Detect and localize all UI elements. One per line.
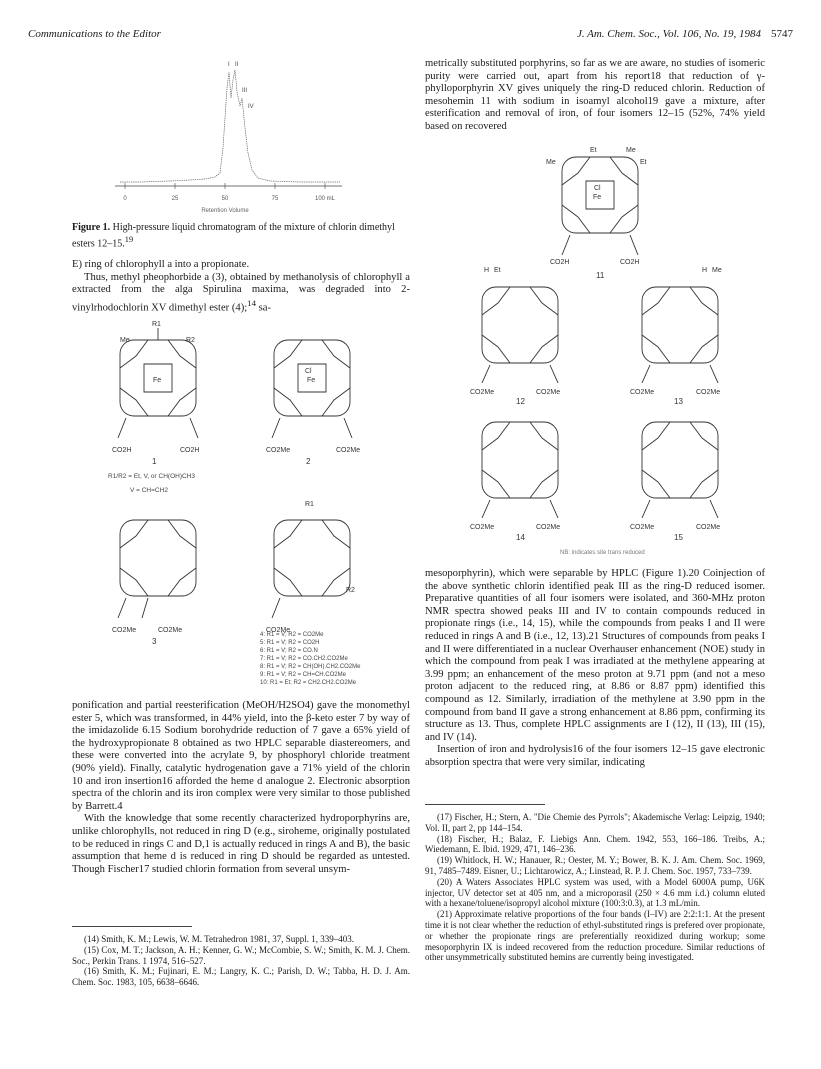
compound-list-item: 5: R1 = V; R2 = CO2H xyxy=(260,640,320,646)
compound-list-item: 4: R1 = V; R2 = CO2Me xyxy=(260,632,324,638)
svg-text:R1: R1 xyxy=(305,501,314,508)
paragraph: ponification and partial reesterification (MeOH/H2SO4) gave the monomethyl ester 5, which was transformed, in 44% yield, into the β-keto ester 7 by way of the imidazolide 6.15 Sodium borohydride reduction of 7 gave a 65% yield of the hydroxypropionate 8 obtained as two HPLC separable diastereomers, and these were converted into the acrylate 9, by phosphoryl chloride treatment (90% yield). Finally, catalytic hydrogenation gave a 71% yield of the chlorin 10 and iron insertion16 afforded the heme d analogue 2. Electronic absorption spectra of the chlorin and its iron complex were very similar to those published by Barrett.4 xyxy=(72,700,410,812)
svg-text:CO2Me: CO2Me xyxy=(630,524,655,531)
structure-14-label: 14 xyxy=(516,533,525,542)
svg-text:Me: Me xyxy=(546,159,556,166)
svg-text:CO2H: CO2H xyxy=(620,259,640,266)
svg-text:Me: Me xyxy=(626,147,636,154)
svg-text:CO2Me: CO2Me xyxy=(266,627,291,634)
journal-citation: J. Am. Chem. Soc., Vol. 106, No. 19, 1984 xyxy=(576,28,761,40)
svg-text:H: H xyxy=(484,267,490,274)
structure-1-note: R1/R2 = Et, V, or CH(OH)CH3 xyxy=(108,473,195,480)
svg-text:CO2Me: CO2Me xyxy=(470,524,495,531)
svg-text:H: H xyxy=(702,267,708,274)
paragraph: Insertion of iron and hydrolysis16 of the four isomers 12–15 gave electronic absorption spectra that were very similar, indicating xyxy=(425,744,765,768)
compound-list-item: 9: R1 = V; R2 = CH=CH.CO2Me xyxy=(260,672,346,678)
svg-text:R1: R1 xyxy=(152,321,161,328)
caption-ref: 19 xyxy=(124,235,134,244)
right-column-top xyxy=(425,58,765,134)
compound-list-item: 10: R1 = Et; R2 = CH2.CH2.CO2Me xyxy=(260,680,357,686)
peak-label-III: III xyxy=(242,88,248,94)
peak-label-IV: IV xyxy=(248,104,254,110)
svg-text:CO2Me: CO2Me xyxy=(266,447,291,454)
structure-12-label: 12 xyxy=(516,397,525,406)
structure-2-label: 2 xyxy=(306,457,311,466)
paragraph: mesoporphyrin), which were separable by HPLC (Figure 1).20 Coinjection of the above synthetic chlorin identified peak III as the ring-D reduced isomer. Preparative quantities of all four isomers were isolated, and 360-MHz proton NMR spectra showed peaks III and IV to contain compounds reduced in propionate rings (i.e., 14, 15), while the compounds from peaks I and II were reduced in rings A and B (i.e., 12, 13).21 Structures of compounds from peaks I and II were differentiated in a nuclear Overhauser enhancement (NOE) study in which the compound from peak I was irradiated at the methylene appearing at 3.99 ppm; an enhancement of the meso proton at 9.71 ppm (and not a meso proton adjacent to the reduced ring, at 8.86 or 8.87 ppm) identified this compound as 12. Similarly, irradiation of the methylene at 3.90 ppm in the compound from band II gave a strong enhancement at 8.86 ppm, confirming its structure as 13. Thus, complete HPLC assignments are I (12), II (13), III (15), and IV (14). xyxy=(425,568,765,743)
figure1-chromatogram xyxy=(80,58,400,218)
right-references xyxy=(425,812,765,963)
left-references xyxy=(72,934,410,988)
structure-11-label: 11 xyxy=(596,271,605,280)
x-tick-label: 100 mL xyxy=(314,196,336,202)
svg-text:CO2Me: CO2Me xyxy=(112,627,137,634)
left-structures-scheme xyxy=(100,318,400,698)
structure-1-note2: V = CH=CH2 xyxy=(130,487,168,494)
svg-text:CO2Me: CO2Me xyxy=(336,447,361,454)
right-column-bottom xyxy=(425,568,765,770)
svg-text:R2: R2 xyxy=(346,587,355,594)
svg-text:CO2Me: CO2Me xyxy=(696,389,721,396)
paragraph: With the knowledge that some recently characterized hydroporphyrins are, unlike chlorophylls, not reduced in ring D (e.g., siroheme, originally postulated to be reduced in rings C and D,1 is actually reduced in rings A and B), the basic assumption that heme d is reduced in ring D should be regarded as untested. Though Fischer17 studied chlorin formation from several unsym- xyxy=(72,813,410,875)
footnote-rule-left xyxy=(72,926,192,927)
reference: (20) A Waters Associates HPLC system was used, with a Model 6000A pump, U6K injector, UV detector set at 405 nm, and a microporasil (250 × 4.6 mm i.d.) column eluted with a hexane/toluene/isopropyl alcohol mixture (100:3:0.3), at 1.3 mL/min. xyxy=(425,876,765,909)
x-tick-label: 50 xyxy=(221,196,229,202)
svg-text:CO2Me: CO2Me xyxy=(470,389,495,396)
structure-13-label: 13 xyxy=(674,397,683,406)
svg-text:Cl: Cl xyxy=(305,368,312,375)
x-tick-label: 0 xyxy=(123,196,127,202)
svg-text:CO2Me: CO2Me xyxy=(630,389,655,396)
svg-text:Fe: Fe xyxy=(153,377,162,384)
reference: (15) Cox, M. T.; Jackson, A. H.; Kenner, G. W.; McCombie, S. W.; Smith, K. M. J. Chem. Soc., Perkin Trans. 1 1974, 516–527. xyxy=(72,944,410,966)
left-column-bottom xyxy=(72,700,410,876)
svg-text:Me: Me xyxy=(712,267,722,274)
x-axis-label: Retention Volume xyxy=(201,208,249,214)
reference: (21) Approximate relative proportions of the four bands (I–IV) are 2:2:1:1. At the present time it is not clear whether the reduction of ethyl-substituted rings is prefered over propionate, or whether the propionate rings are preferentially reoxidized during workup; some mesoporphyrin IX is indeed recovered from the reduction procedure. Similar reductions of other unsymmetrically substituted hemins are currently being investigated. xyxy=(425,909,765,963)
reference: (14) Smith, K. M.; Lewis, W. M. Tetrahedron 1981, 37, Suppl. 1, 339–403. xyxy=(84,934,354,944)
chromatogram-trace xyxy=(120,70,340,182)
structure-1-label: 1 xyxy=(152,457,157,466)
svg-text:Me: Me xyxy=(120,337,130,344)
running-header-right xyxy=(577,28,793,40)
figure1-caption xyxy=(72,222,410,250)
reference: (17) Fischer, H.; Stern, A. "Die Chemie des Pyrrols"; Akademische Verlag: Leipzig, 1940; Vol. II, part 2, pp 144–154. xyxy=(425,812,765,833)
reference: (19) Whitlock, H. W.; Hanauer, R.; Oester, M. Y.; Bower, B. K. J. Am. Chem. Soc. 1969, 91, 7485–7489. Eisner, U.; Lichtarowicz, A.; Linstead, R. P. J. Chem. Soc. 1957, 733–739. xyxy=(425,855,765,876)
peak-label-II: II xyxy=(235,62,239,68)
x-tick-label: 25 xyxy=(171,196,179,202)
left-column-top xyxy=(72,259,410,315)
svg-text:CO2Me: CO2Me xyxy=(696,524,721,531)
structures-note: NB: indicates site trans reduced xyxy=(560,550,645,556)
svg-text:Et: Et xyxy=(640,159,647,166)
svg-text:Et: Et xyxy=(590,147,597,154)
compound-list-item: 8: R1 = V; R2 = CH(OH).CH2.CO2Me xyxy=(260,664,361,670)
paragraph: E) ring of chlorophyll a into a propionate. xyxy=(72,259,250,270)
peak-label-I: I xyxy=(228,62,230,68)
caption-label: Figure 1. xyxy=(72,222,111,233)
compound-list-item: 6: R1 = V; R2 = CO.N xyxy=(260,648,318,654)
svg-text:CO2H: CO2H xyxy=(180,447,200,454)
svg-text:Fe: Fe xyxy=(307,377,316,384)
svg-text:Cl: Cl xyxy=(594,185,601,192)
svg-text:R2: R2 xyxy=(186,337,195,344)
structure-15-label: 15 xyxy=(674,533,683,542)
footnote-rule-right xyxy=(425,804,545,805)
right-structures-scheme xyxy=(440,140,760,560)
reference: (18) Fischer, H.; Balaz, F. Liebigs Ann. Chem. 1942, 553, 166–186. Treibs, A.; Wiedemann, E. Ibid. 1929, 471, 146–236. xyxy=(425,833,765,855)
page-number: 5747 xyxy=(771,28,793,40)
reference: (16) Smith, K. M.; Fujinari, E. M.; Langry, K. C.; Parish, D. W.; Tabba, H. D. J. Am. Chem. Soc. 1983, 105, 6638–6646. xyxy=(72,966,410,988)
caption-text: High-pressure liquid chromatogram of the mixture of chlorin dimethyl esters 12–15. xyxy=(72,222,395,250)
svg-text:CO2Me: CO2Me xyxy=(536,389,561,396)
svg-text:Fe: Fe xyxy=(593,194,602,201)
x-tick-label: 75 xyxy=(271,196,279,202)
paragraph: Thus, methyl pheophorbide a (3), obtained by methanolysis of chlorophyll a extracted from the alga Spirulina maxima, was degraded into 2-vinylrhodochlorin XV dimethyl ester (4);$^{14}$ sa- xyxy=(72,271,410,314)
structure-3-label: 3 xyxy=(152,637,157,646)
svg-text:CO2H: CO2H xyxy=(550,259,570,266)
svg-text:CO2H: CO2H xyxy=(112,447,132,454)
svg-text:Et: Et xyxy=(494,267,501,274)
compound-list-item: 7: R1 = V; R2 = CO.CH2.CO2Me xyxy=(260,656,348,662)
running-header-left: Communications to the Editor xyxy=(28,28,161,40)
svg-text:CO2Me: CO2Me xyxy=(158,627,183,634)
svg-text:CO2Me: CO2Me xyxy=(536,524,561,531)
paragraph: metrically substituted porphyrins, so far as we are aware, no studies of isomeric purity were carried out, apart from his report18 that reduction of γ-phylloporphyrin XV gives uniquely the ring-D reduced chlorin. Reduction of mesohemin 11 with sodium in isoamyl alcohol19 gave a mixture, after esterification and removal of iron, of four isomers 12–15 (52%, 74% yield based on recovered xyxy=(425,58,765,132)
